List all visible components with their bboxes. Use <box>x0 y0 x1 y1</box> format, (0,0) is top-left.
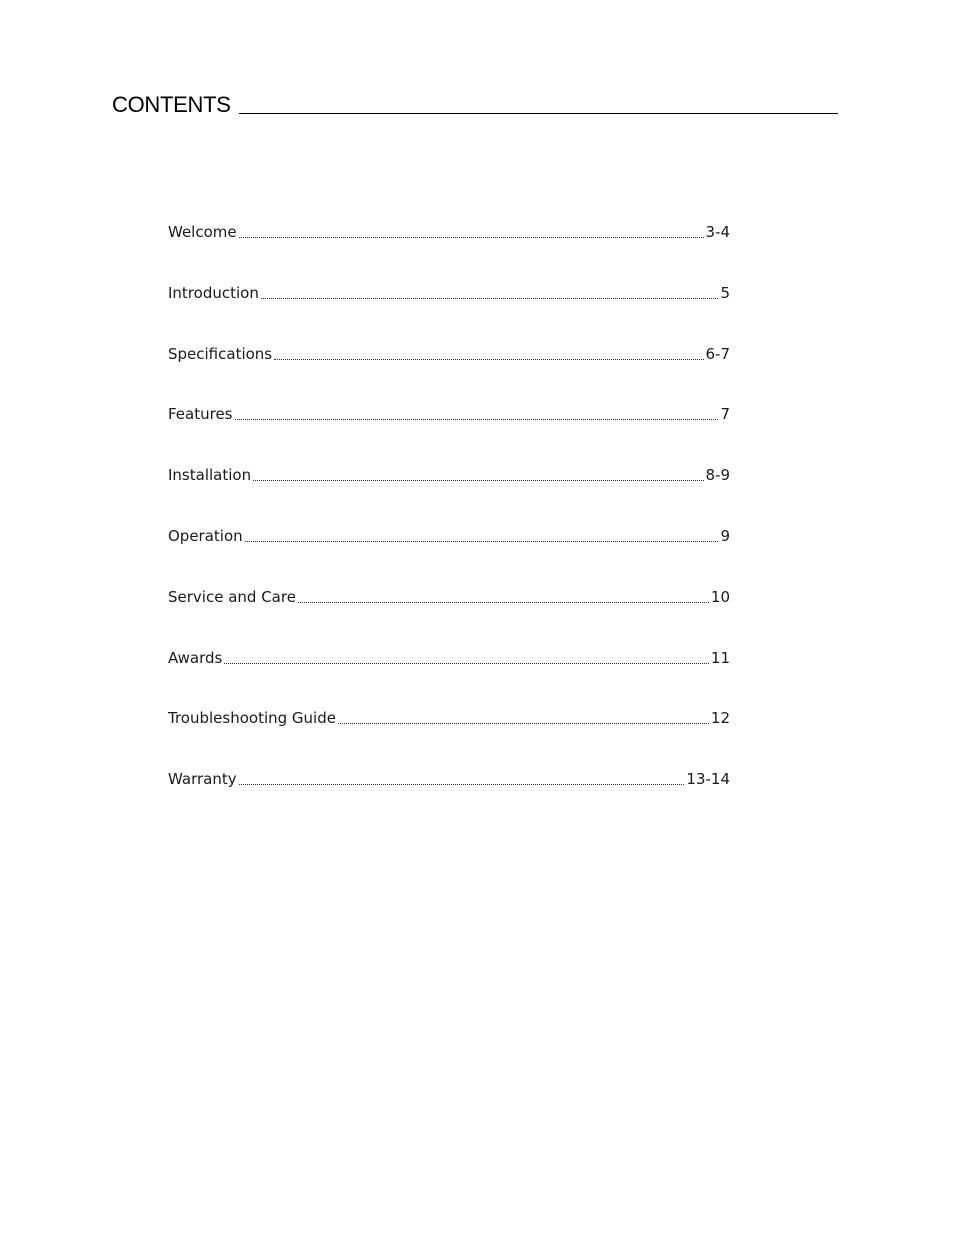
toc-entry-page: 13-14 <box>686 770 730 789</box>
toc-entry-page: 5 <box>720 283 730 302</box>
toc-entry-label: Introduction <box>168 283 259 302</box>
toc-entry-page: 7 <box>720 405 730 424</box>
toc-entry-page: 3-4 <box>705 223 730 241</box>
toc-entry-label: Welcome <box>168 223 237 241</box>
toc-entry-operation <box>168 524 730 585</box>
toc-entry-installation <box>168 463 730 524</box>
dot-leader <box>298 602 709 603</box>
toc-entry-label: Operation <box>168 526 243 545</box>
toc-entry-welcome <box>168 220 730 281</box>
heading-underline <box>239 113 838 114</box>
dot-leader <box>253 480 703 481</box>
toc-entry-label: Troubleshooting Guide <box>168 709 336 728</box>
dot-leader <box>224 663 709 664</box>
dot-leader <box>245 541 719 542</box>
table-of-contents <box>168 220 730 828</box>
toc-entry-features <box>168 402 730 463</box>
toc-entry-page: 9 <box>720 526 730 545</box>
toc-entry-page: 12 <box>710 709 730 728</box>
dot-leader <box>338 723 709 724</box>
toc-entry-troubleshooting-guide <box>168 706 730 767</box>
toc-entry-page: 8-9 <box>705 466 730 485</box>
dot-leader <box>261 298 719 299</box>
toc-entry-label: Service and Care <box>168 587 296 606</box>
page-title: CONTENTS <box>112 92 231 117</box>
dot-leader <box>239 784 685 785</box>
toc-entry-service-and-care <box>168 585 730 646</box>
toc-entry-warranty <box>168 767 730 828</box>
toc-entry-page: 11 <box>710 648 730 667</box>
toc-entry-label: Warranty <box>168 770 237 789</box>
toc-entry-specifications <box>168 342 730 403</box>
toc-entry-label: Features <box>168 405 233 424</box>
toc-entry-awards <box>168 646 730 707</box>
toc-entry-page: 10 <box>710 587 730 606</box>
dot-leader <box>235 419 719 420</box>
toc-entry-label: Installation <box>168 466 252 485</box>
contents-heading <box>112 88 838 118</box>
toc-entry-page: 6-7 <box>705 344 730 363</box>
toc-entry-introduction <box>168 281 730 342</box>
dot-leader <box>274 359 703 360</box>
dot-leader <box>239 237 704 238</box>
toc-entry-label: Awards <box>168 648 223 667</box>
toc-entry-label: Specifications <box>168 344 273 363</box>
